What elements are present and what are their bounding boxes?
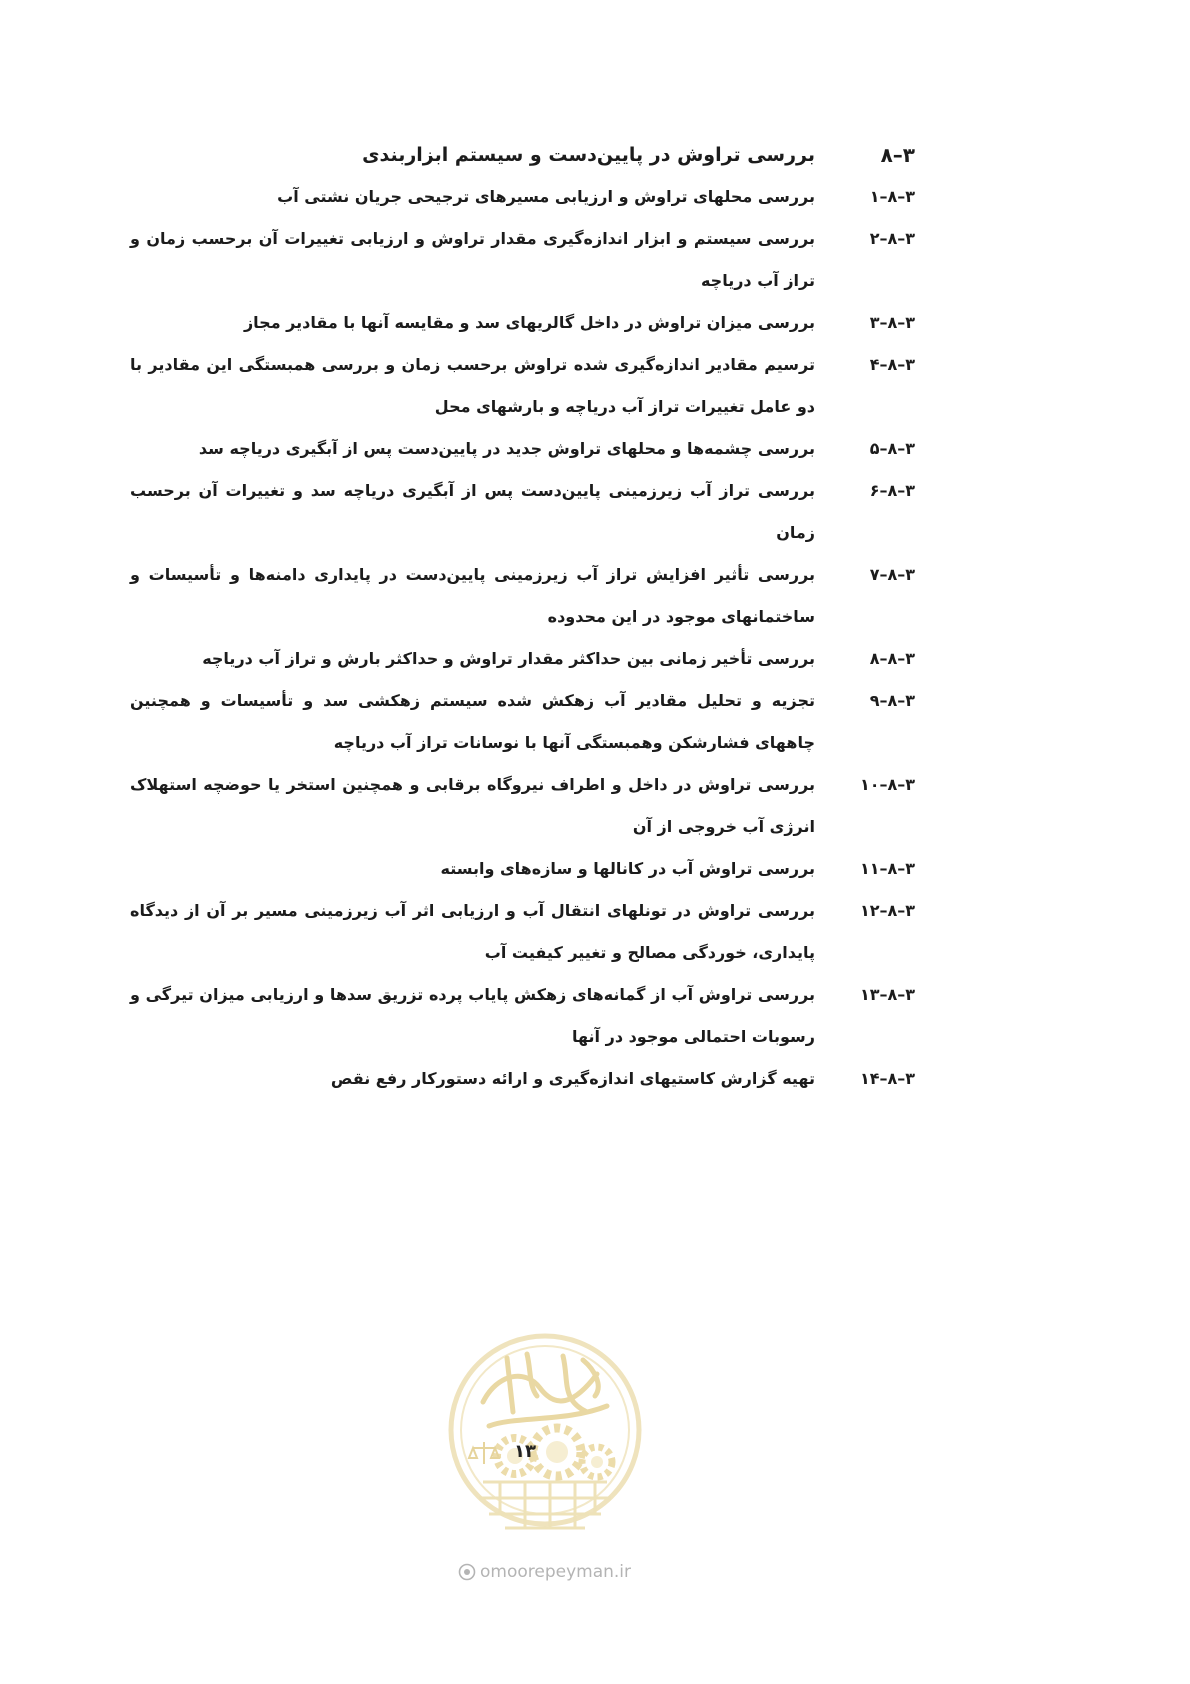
toc-item-number: ۳–۸–۵: [869, 439, 915, 458]
toc-item-number: ۳–۸–۶: [869, 481, 915, 500]
toc-item: [130, 176, 915, 218]
toc-item-text: بررسی میزان تراوش در داخل گالریهای سد و مقایسه آنها با مقادیر مجاز: [243, 313, 815, 332]
toc-item-text: بررسی تراوش آب از گمانه‌های زهکش پایاب پرده تزریق سدها و ارزیابی میزان تیرگی و رسوبات احتمالی موجود در آنها: [130, 985, 815, 1046]
toc-item-number: ۳–۸–۱۱: [859, 859, 915, 878]
section-heading: [130, 134, 915, 176]
toc-item-number: ۳–۸–۴: [869, 355, 915, 374]
footer-watermark: [458, 1560, 631, 1584]
toc-item: [130, 680, 915, 764]
toc-item: [130, 890, 915, 974]
toc-item-text: بررسی تراوش در داخل و اطراف نیروگاه برقابی و همچنین استخر یا حوضچه استهلاک انرژی آب خروجی از آن: [130, 775, 815, 836]
toc-item: [130, 848, 915, 890]
toc-item-text: بررسی تراوش آب در کانالها و سازه‌های وابسته: [440, 859, 815, 878]
toc-item: [130, 428, 915, 470]
toc-item-number: ۳–۸–۲: [869, 229, 915, 248]
toc-item-text: بررسی محلهای تراوش و ارزیابی مسیرهای ترجیحی جریان نشتی آب: [277, 187, 815, 206]
section-title: بررسی تراوش در پایین‌دست و سیستم ابزاربندی: [362, 144, 815, 166]
toc-item-number: ۳–۸–۹: [869, 691, 915, 710]
toc-item: [130, 638, 915, 680]
page-number: ۱۳: [514, 1441, 536, 1462]
toc-item: [130, 218, 915, 302]
section-number: ۳–۸: [880, 143, 915, 167]
toc-item: [130, 302, 915, 344]
toc-item: [130, 764, 915, 848]
toc-item-text: تجزیه و تحلیل مقادیر آب زهکش شده سیستم زهکشی سد و تأسیسات و همچنین چاههای فشارشکن وهمبستگی آنها با نوسانات تراز آب دریاچه: [130, 691, 815, 752]
toc-item-text: بررسی تأثیر افزایش تراز آب زیرزمینی پایین‌دست در پایداری دامنه‌ها و تأسیسات و ساختمانهای موجود در این محدوده: [130, 565, 815, 626]
toc-item-number: ۳–۸–۱۳: [859, 985, 915, 1004]
toc-item-text: بررسی تراوش در تونلهای انتقال آب و ارزیابی اثر آب زیرزمینی مسیر بر آن از دیدگاه پایداری، خوردگی مصالح و تغییر کیفیت آب: [130, 901, 815, 962]
toc-item-number: ۳–۸–۱۲: [859, 901, 915, 920]
website-url: omoorepeyman.ir: [480, 1562, 632, 1582]
toc-item: [130, 1058, 915, 1100]
toc-item: [130, 470, 915, 554]
toc-item-number: ۳–۸–۸: [869, 649, 915, 668]
toc-item-text: بررسی چشمه‌ها و محلهای تراوش جدید در پایین‌دست پس از آبگیری دریاچه سد: [198, 439, 815, 458]
toc-item: [130, 344, 915, 428]
site-logo-icon: [458, 1563, 476, 1581]
toc-item-text: بررسی تراز آب زیرزمینی پایین‌دست پس از آبگیری دریاچه سد و تغییرات آن برحسب زمان: [130, 481, 815, 542]
toc-item-text: تهیه گزارش کاستیهای اندازه‌گیری و ارائه دستورکار رفع نقص: [330, 1069, 815, 1088]
toc-item-text: بررسی سیستم و ابزار اندازه‌گیری مقدار تراوش و ارزیابی تغییرات آن برحسب زمان و تراز آب دریاچه: [130, 229, 815, 290]
toc-item-number: ۳–۸–۷: [869, 565, 915, 584]
toc-item: [130, 554, 915, 638]
toc-item-number: ۳–۸–۱۰: [859, 775, 915, 794]
toc-item-text: ترسیم مقادیر اندازه‌گیری شده تراوش برحسب زمان و بررسی همبستگی این مقادیر با دو عامل تغییرات تراز آب دریاچه و بارشهای محل: [130, 355, 815, 416]
toc-item-text: بررسی تأخیر زمانی بین حداکثر مقدار تراوش و حداکثر بارش و تراز آب دریاچه: [202, 649, 815, 668]
toc-item-number: ۳–۸–۳: [869, 313, 915, 332]
table-of-contents: [130, 134, 915, 1100]
toc-item: [130, 974, 915, 1058]
toc-item-number: ۳–۸–۱: [869, 187, 915, 206]
toc-item-number: ۳–۸–۱۴: [859, 1069, 915, 1088]
